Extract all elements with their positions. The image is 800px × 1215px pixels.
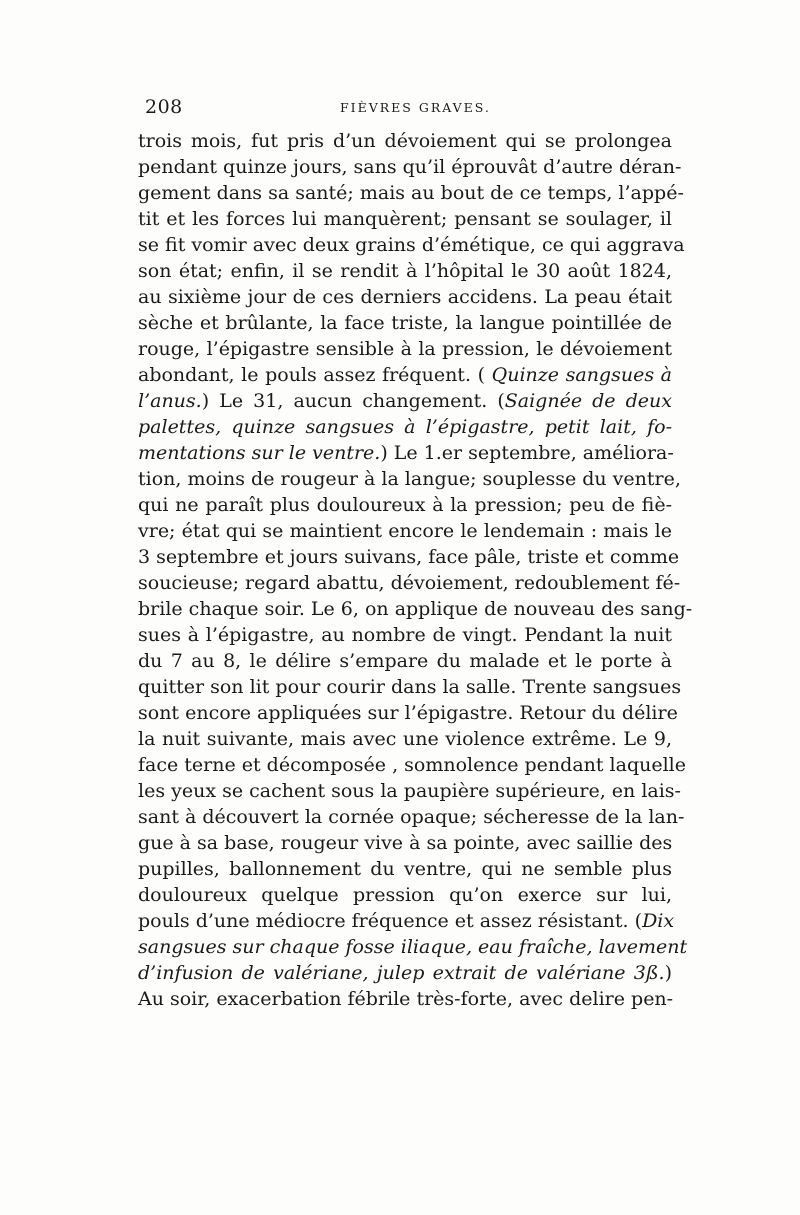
page-number: 208 [145, 96, 183, 118]
text-segment: les yeux se cachent sous la paupière supérieure, en lais- [138, 780, 681, 802]
text-segment: au sixième jour de ces derniers accidens. La peau était [138, 286, 672, 308]
running-head: FIÈVRES GRAVES. [340, 100, 491, 115]
italic-text: Dix [642, 910, 675, 932]
text-segment: ) Le 1.er septembre, améliora- [380, 442, 674, 464]
text-line [138, 284, 672, 310]
text-segment: ) [664, 962, 672, 984]
text-line [138, 908, 675, 934]
text-line [138, 674, 682, 700]
text-line [138, 492, 672, 518]
text-line [138, 570, 681, 596]
text-segment: se fit vomir avec deux grains d’émétique, ce qui aggrava [138, 234, 685, 256]
text-line [138, 622, 672, 648]
text-segment: pouls d’une médiocre fréquence et assez résistant. ( [138, 910, 643, 932]
text-segment: pupilles, ballonnement du ventre, qui ne semble plus [138, 858, 672, 880]
text-segment: face terne et décomposée , somnolence pendant laquelle [138, 754, 687, 776]
page-header [145, 96, 670, 120]
text-line [138, 544, 680, 570]
text-segment: sues à l’épigastre, au nombre de vingt. Pendant la nuit [138, 624, 672, 646]
text-line [138, 180, 684, 206]
text-segment: ) Le 31, aucun changement. ( [201, 390, 505, 412]
text-line [138, 258, 672, 284]
italic-text: d’infusion de valériane, julep extrait de valériane 3ß. [138, 962, 665, 984]
text-line [138, 778, 681, 804]
text-line [138, 596, 693, 622]
text-line [138, 934, 688, 960]
text-segment: vre; état qui se maintient encore le lendemain : mais le [138, 520, 672, 542]
text-segment: pendant quinze jours, sans qu’il éprouvât d’autre déran- [138, 156, 682, 178]
text-segment: son état; enfin, il se rendit à l’hôpital le 30 août 1824, [138, 260, 672, 282]
text-segment: douloureux quelque pression qu’on exerce sur lui, [138, 884, 672, 906]
text-line [138, 336, 672, 362]
text-segment: gement dans sa santé; mais au bout de ce temps, l’appé- [138, 182, 684, 204]
text-segment: tit et les forces lui manquèrent; pensant se soulager, il [138, 208, 672, 230]
italic-text: Quinze sangsues à [491, 364, 673, 386]
text-line [138, 726, 672, 752]
text-line [138, 206, 672, 232]
italic-text: mentations sur le ventre. [138, 442, 381, 464]
text-segment: la nuit suivante, mais avec une violence extrême. Le 9, [138, 728, 672, 750]
text-line [138, 752, 687, 778]
text-line [138, 648, 672, 674]
text-line [138, 804, 685, 830]
text-segment: trois mois, fut pris d’un dévoiement qui se prolongea [138, 130, 672, 152]
text-line [138, 154, 682, 180]
text-line [138, 700, 678, 726]
text-segment: sant à découvert la cornée opaque; sécheresse de la lan- [138, 806, 685, 828]
text-segment: Au soir, exacerbation fébrile très-forte, avec delire pen- [138, 988, 674, 1010]
text-line [138, 830, 672, 856]
text-line [138, 882, 672, 908]
text-segment: sèche et brûlante, la face triste, la langue pointillée de [138, 312, 672, 334]
italic-text: Saignée de deux [504, 390, 672, 412]
italic-text: sangsues sur chaque fosse iliaque, eau fraîche, lavement [138, 936, 688, 958]
text-line [138, 986, 672, 1012]
text-segment: 3 septembre et jours suivans, face pâle, triste et comme [138, 546, 680, 568]
text-segment: soucieuse; regard abattu, dévoiement, redoublement fé- [138, 572, 681, 594]
text-line [138, 440, 672, 466]
text-segment: quitter son lit pour courir dans la salle. Trente sangsues [138, 676, 682, 698]
text-line [138, 232, 685, 258]
text-line [138, 128, 672, 154]
text-segment: abondant, le pouls assez fréquent. ( [138, 364, 492, 386]
italic-text: palettes, quinze sangsues à l’épigastre, petit lait, fo- [138, 416, 672, 438]
text-segment: sont encore appliquées sur l’épigastre. Retour du délire [138, 702, 678, 724]
italic-text: l’anus. [138, 390, 202, 412]
body-text [138, 128, 693, 1012]
text-segment: rouge, l’épigastre sensible à la pression, le dévoiement [138, 338, 672, 360]
text-line [138, 960, 672, 986]
text-line [138, 310, 672, 336]
text-segment: gue à sa base, rougeur vive à sa pointe, avec saillie des [138, 832, 673, 854]
text-line [138, 362, 672, 388]
text-segment: tion, moins de rougeur à la langue; souplesse du ventre, [138, 468, 681, 490]
text-segment: brile chaque soir. Le 6, on applique de nouveau des sang- [138, 598, 693, 620]
text-line [138, 466, 681, 492]
text-line [138, 388, 672, 414]
text-line [138, 414, 672, 440]
text-line [138, 518, 672, 544]
text-segment: qui ne paraît plus douloureux à la pression; peu de fiè- [138, 494, 672, 516]
text-segment: du 7 au 8, le délire s’empare du malade et le porte à [138, 650, 672, 672]
text-line [138, 856, 672, 882]
